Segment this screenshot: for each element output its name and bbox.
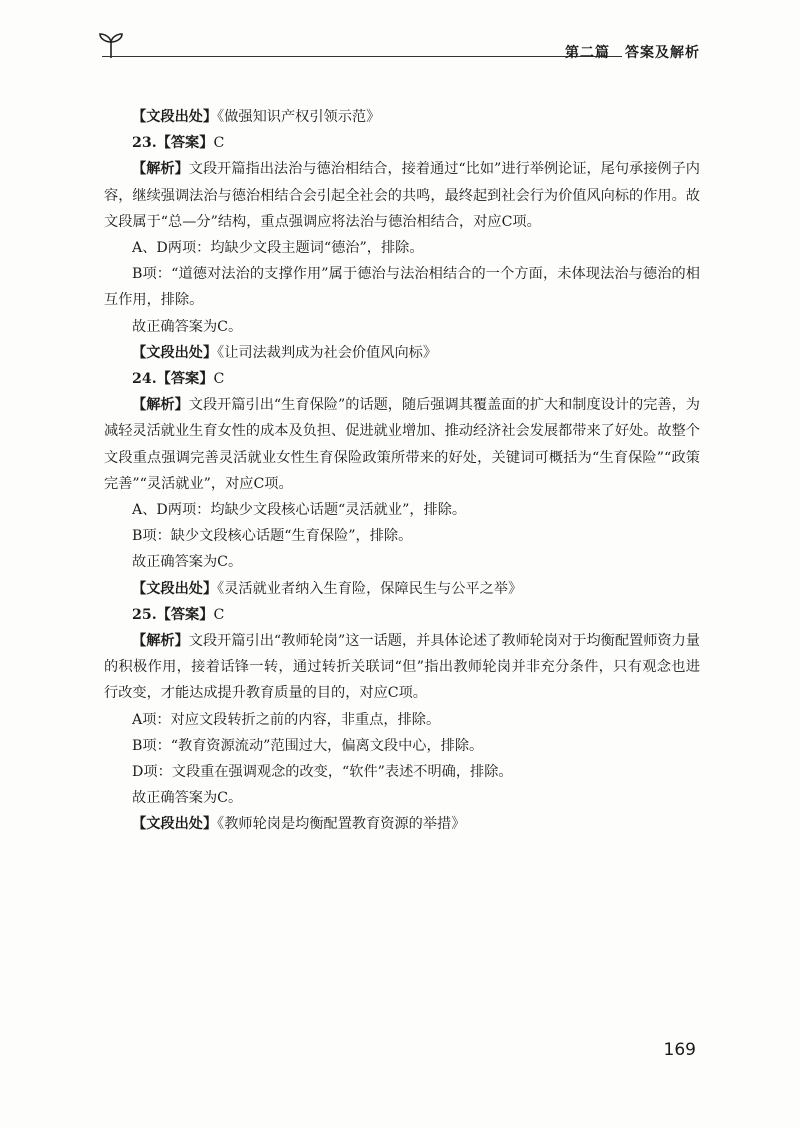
- paragraph-text: 《教师轮岗是均衡配置教育资源的举措》: [217, 816, 466, 833]
- paragraph-text: 文段开篇引出“教师轮岗”这一话题，并具体论述了教师轮岗对于均衡配置师资力量的积极作用，接着话锋一转，通过转折关联词“但”指出教师轮岗并非充分条件，只有观念也进行改变，才能达成提升教育质量的目的，对应C项。: [104, 633, 700, 702]
- paragraph-7: [104, 340, 700, 366]
- paragraph-tag: 【文段出处】: [132, 109, 218, 125]
- paragraph-12: [104, 549, 700, 575]
- paragraph-tag: 24.【答案】: [132, 371, 214, 388]
- paragraph-text: 文段开篇指出法治与德治相结合，接着通过“比如”进行举例论证，尾句承接例子内容，继续强调法治与德治相结合会引起全社会的共鸣，最终起到社会行为价值风向标的作用。故文段属于“总—分”结构，重点强调应将法治与德治相结合，对应C项。: [104, 161, 700, 230]
- paragraph-8: [104, 366, 700, 392]
- page-header-title: 第二篇 答案及解析: [565, 45, 700, 61]
- paragraph-text: B项：“道德对法治的支撑作用”属于德治与法治相结合的一个方面，未体现法治与德治的相互作用，排除。: [104, 266, 700, 309]
- paragraph-text: 《灵活就业者纳入生育险，保障民生与公平之举》: [217, 580, 523, 597]
- paragraph-text: C: [213, 135, 225, 152]
- paragraph-text: B项：缺少文段核心话题“生育保险”，排除。: [132, 528, 413, 545]
- paragraph-2: [104, 130, 700, 156]
- paragraph-text: 文段开篇引出“生育保险”的话题，随后强调其覆盖面的扩大和制度设计的完善，为减轻灵活就业生育女性的成本及负担、促进就业增加、推动经济社会发展都带来了好处。故整个文段重点强调完善灵活就业女性生育保险政策所带来的好处，关键词可概括为“生育保险”“政策完善”“灵活就业”，对应C项。: [104, 397, 700, 492]
- paragraph-tag: 25.【答案】: [132, 606, 214, 623]
- paragraph-text: C: [213, 606, 225, 623]
- paragraph-1: [104, 104, 700, 130]
- paragraph-16: [104, 707, 700, 733]
- page-number: 169: [663, 1040, 696, 1060]
- paragraph-text: C: [213, 371, 225, 388]
- paragraph-text: B项：“教育资源流动”范围过大，偏离文段中心，排除。: [132, 737, 484, 754]
- paragraph-10: [104, 497, 700, 523]
- paragraph-4: [104, 235, 700, 261]
- paragraph-6: [104, 314, 700, 340]
- paragraph-19: [104, 785, 700, 811]
- paragraph-15: [104, 628, 700, 707]
- paragraph-tag: 【文段出处】: [132, 816, 218, 833]
- paragraph-5: [104, 261, 700, 313]
- paragraph-text: 故正确答案为C。: [132, 318, 243, 335]
- paragraph-text: 《做强知识产权引领示范》: [217, 109, 381, 125]
- paragraph-tag: 【解析】: [132, 397, 189, 414]
- paragraph-text: A、D两项：均缺少文段主题词“德治”，排除。: [132, 240, 424, 257]
- paragraph-13: [104, 576, 700, 602]
- paragraph-tag: 【解析】: [132, 633, 189, 650]
- paragraph-text: A项：对应文段转折之前的内容，非重点，排除。: [132, 711, 441, 728]
- paragraph-text: A、D两项：均缺少文段核心话题“灵活就业”，排除。: [132, 502, 467, 519]
- paragraph-20: [104, 811, 700, 837]
- paragraph-text: 故正确答案为C。: [132, 554, 243, 571]
- paragraph-text: 故正确答案为C。: [132, 790, 243, 807]
- paragraph-9: [104, 392, 700, 497]
- page-content: [104, 104, 700, 838]
- paragraph-tag: 【文段出处】: [132, 344, 218, 361]
- page-header: [80, 28, 700, 64]
- paragraph-text: D项：文段重在强调观念的改变，“软件”表述不明确，排除。: [132, 764, 513, 781]
- paragraph-18: [104, 759, 700, 785]
- header-rule: [102, 56, 622, 57]
- paragraph-tag: 【解析】: [132, 161, 189, 178]
- paragraph-11: [104, 523, 700, 549]
- paragraph-3: [104, 156, 700, 235]
- paragraph-text: 《让司法裁判成为社会价值风向标》: [217, 344, 438, 361]
- paragraph-14: [104, 602, 700, 628]
- paragraph-17: [104, 733, 700, 759]
- paragraph-tag: 【文段出处】: [132, 580, 218, 597]
- paragraph-tag: 23.【答案】: [132, 135, 214, 152]
